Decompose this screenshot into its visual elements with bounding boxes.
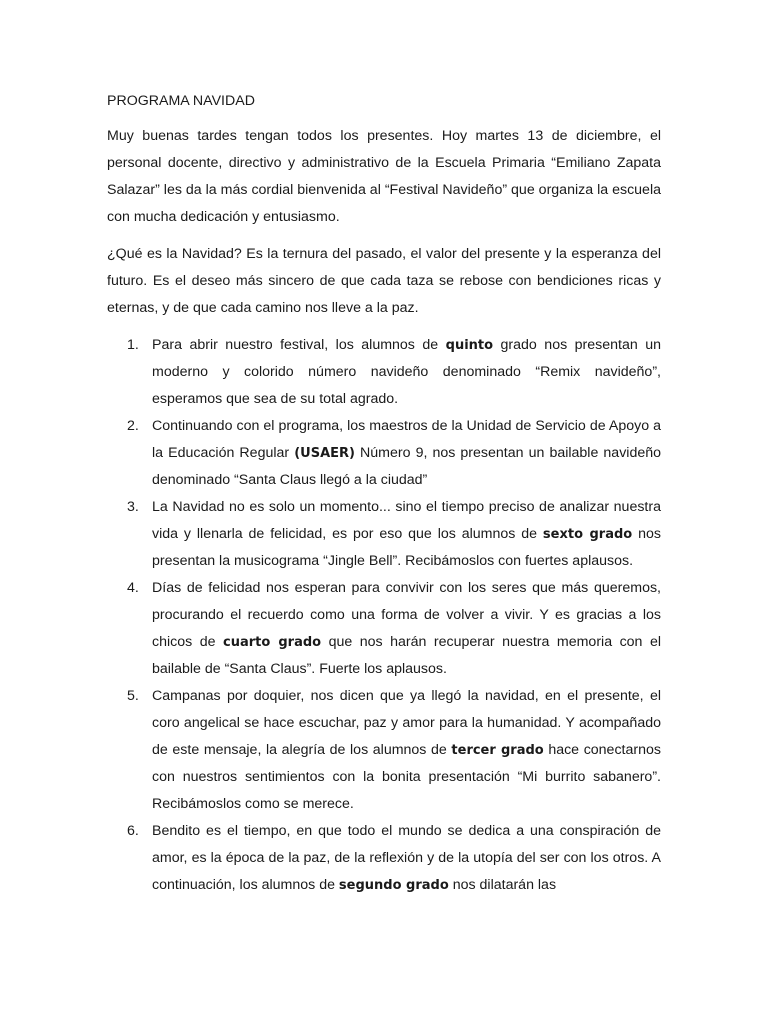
program-item-number: 2. [127, 418, 139, 434]
program-item-text-end: hace conectarnos con nuestros sentimientos con la bonita presentación “Mi burrito sabanero”. Recibámoslos como se merece. [152, 742, 661, 812]
program-item-highlight: (USAER) [294, 446, 355, 461]
program-item-highlight: tercer grado [451, 743, 544, 758]
program-item-text-start: Bendito es el tiempo, en que todo el mundo se dedica a una conspiración de amor, es la época de la paz, de la reflexión y de la utopía del ser con los otros. A continuación, los alumnos de [152, 823, 661, 893]
program-item-5 [107, 683, 661, 818]
program-item-text-end: que nos harán recuperar nuestra memoria con el bailable de “Santa Claus”. Fuerte los aplausos. [152, 634, 661, 677]
program-item-number: 4. [127, 580, 139, 596]
program-item-text-end: grado nos presentan un moderno y colorido número navideño denominado “Remix navideño”, esperamos que sea de su total agrado. [152, 337, 662, 407]
program-item-6 [107, 818, 661, 899]
program-item-text [152, 575, 661, 683]
program-item-number: 1. [127, 337, 139, 353]
program-list [107, 332, 661, 899]
program-item-number: 3. [127, 499, 139, 515]
program-item-text [152, 818, 661, 899]
program-item-text-end: nos presentan la musicograma “Jingle Bell”. Recibámoslos con fuertes aplausos. [152, 526, 661, 569]
program-item-text-start: La Navidad no es solo un momento... sino el tiempo preciso de analizar nuestra vida y llenarla de felicidad, es por eso que los alumnos de [152, 499, 661, 542]
program-item-text-end: Número 9, nos presentan un bailable navideño denominado “Santa Claus llegó a la ciudad” [152, 445, 662, 488]
program-item-text-start: Continuando con el programa, los maestros de la Unidad de Servicio de Apoyo a la Educación Regular [152, 418, 661, 461]
intro-paragraph: Muy buenas tardes tengan todos los presentes. Hoy martes 13 de diciembre, el personal docente, directivo y administrativo de la Escuela Primaria “Emiliano Zapata Salazar” les da la más cordial bienvenida al “Festival Navideño” que organiza la escuela con mucha dedicación y entusiasmo. [107, 128, 661, 225]
program-item-text-start: Para abrir nuestro festival, los alumnos de [152, 337, 446, 353]
program-item-text-start: Días de felicidad nos esperan para convivir con los seres que más queremos, procurando el recuerdo como una forma de volver a vivir. Y es gracias a los chicos de [152, 580, 661, 650]
program-item-number: 6. [127, 823, 139, 839]
program-item-text [152, 683, 661, 818]
program-item-text-start: Campanas por doquier, nos dicen que ya llegó la navidad, en el presente, el coro angelical se hace escuchar, paz y amor para la humanidad. Y acompañado de este mensaje, la alegría de los alumnos de [152, 688, 661, 758]
program-item-highlight: segundo grado [338, 878, 449, 893]
program-item-4 [107, 575, 661, 683]
program-item-3 [107, 494, 661, 575]
document-title: PROGRAMA NAVIDAD [107, 93, 255, 109]
program-item-highlight: quinto [445, 338, 494, 353]
program-item-text [152, 413, 661, 494]
program-item-text [152, 332, 661, 413]
program-item-1 [107, 332, 661, 413]
program-item-2 [107, 413, 661, 494]
program-item-text [152, 494, 661, 575]
program-item-highlight: cuarto grado [222, 635, 322, 650]
christmas-paragraph: ¿Qué es la Navidad? Es la ternura del pasado, el valor del presente y la esperanza del futuro. Es el deseo más sincero de que cada taza se rebose con bendiciones ricas y eternas, y de que cada camino nos lleve a la paz. [107, 246, 661, 316]
program-item-text-end: nos dilatarán las [448, 877, 557, 893]
program-item-number: 5. [127, 688, 139, 704]
program-item-highlight: sexto grado [542, 527, 633, 542]
